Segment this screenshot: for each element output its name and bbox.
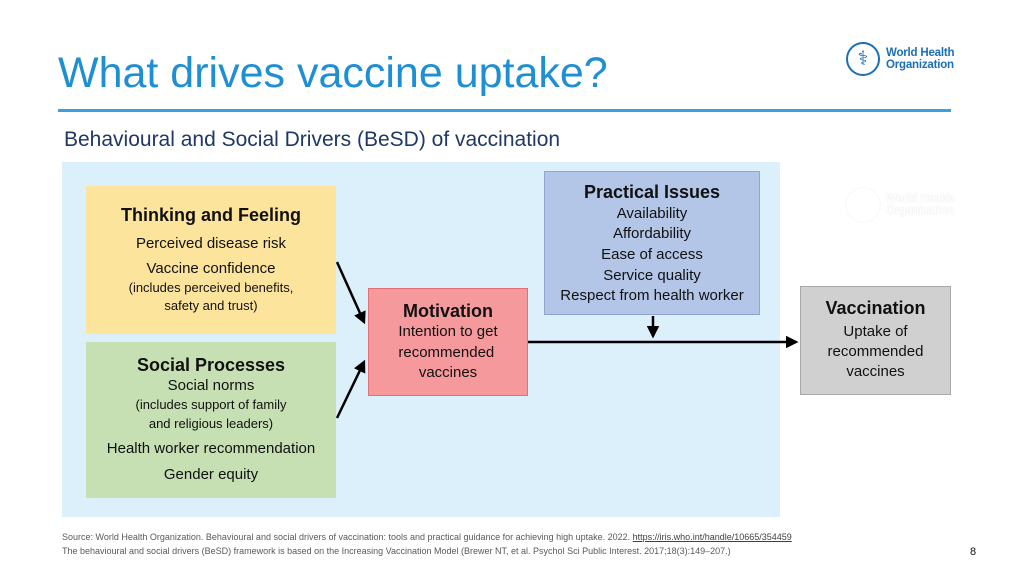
social-line-3: and religious leaders) (148, 415, 274, 431)
practical-heading: Practical Issues (583, 182, 721, 202)
who-emblem-icon: ⚕ (846, 42, 880, 76)
slide-subtitle: Behavioural and Social Drivers (BeSD) of vaccination (64, 128, 561, 151)
practical-item: Availability (616, 204, 688, 222)
social-line-1: Social norms (167, 377, 255, 395)
social-heading: Social Processes (136, 354, 286, 375)
framework-note: The behavioural and social drivers (BeSD) framework is based on the Increasing Vaccination Model (Brewer NT, et al. Psychol Sci Public Interest. 2017;18(3):149–207.) (62, 545, 731, 556)
vaccination-line-2: recommended (827, 343, 924, 361)
source-text: Source: World Health Organization. Behavioural and social drivers of vaccination: tools and practical guidance for achieving high uptake. 2022. (62, 532, 633, 542)
logo-line-1: World Health (886, 46, 955, 59)
motivation-box (368, 288, 528, 396)
practical-item: Respect from health worker (560, 287, 744, 305)
source-link[interactable]: https://iris.who.int/handle/10665/354459 (632, 532, 792, 542)
slide-title: What drives vaccine uptake? (58, 49, 608, 97)
watermark-line-1: World Health (886, 192, 955, 205)
thinking-line-4: safety and trust) (164, 298, 258, 314)
social-line-2: (includes support of family (135, 397, 287, 413)
motivation-line-3: vaccines (418, 363, 478, 381)
who-logo-watermark (846, 188, 954, 222)
thinking-line-3: (includes perceived benefits, (128, 279, 294, 295)
watermark-line-2: Organization (886, 205, 954, 217)
practical-item: Affordability (612, 225, 692, 243)
thinking-heading: Thinking and Feeling (121, 204, 301, 225)
vaccination-heading: Vaccination (825, 298, 926, 319)
vaccination-line-1: Uptake of (843, 322, 908, 340)
source-citation (62, 531, 792, 559)
thinking-line-1: Perceived disease risk (135, 235, 287, 253)
page-number: 8 (970, 546, 977, 558)
thinking-line-2: Vaccine confidence (146, 259, 276, 277)
motivation-line-2: recommended (398, 343, 495, 361)
social-processes-box (86, 342, 336, 498)
logo-line-2: Organization (886, 59, 954, 71)
vaccination-box (800, 286, 951, 395)
motivation-heading: Motivation (403, 300, 493, 321)
social-line-5: Gender equity (163, 466, 259, 484)
who-logo (846, 42, 954, 76)
practical-issues-box (544, 171, 760, 315)
practical-item: Service quality (603, 266, 701, 284)
social-line-4: Health worker recommendation (106, 439, 316, 457)
motivation-line-1: Intention to get (398, 323, 498, 341)
vaccination-line-3: vaccines (846, 363, 905, 381)
title-divider (58, 109, 951, 112)
who-emblem-watermark-icon: ⚕ (846, 188, 880, 222)
thinking-feeling-box (86, 186, 336, 334)
practical-item: Ease of access (601, 245, 703, 263)
